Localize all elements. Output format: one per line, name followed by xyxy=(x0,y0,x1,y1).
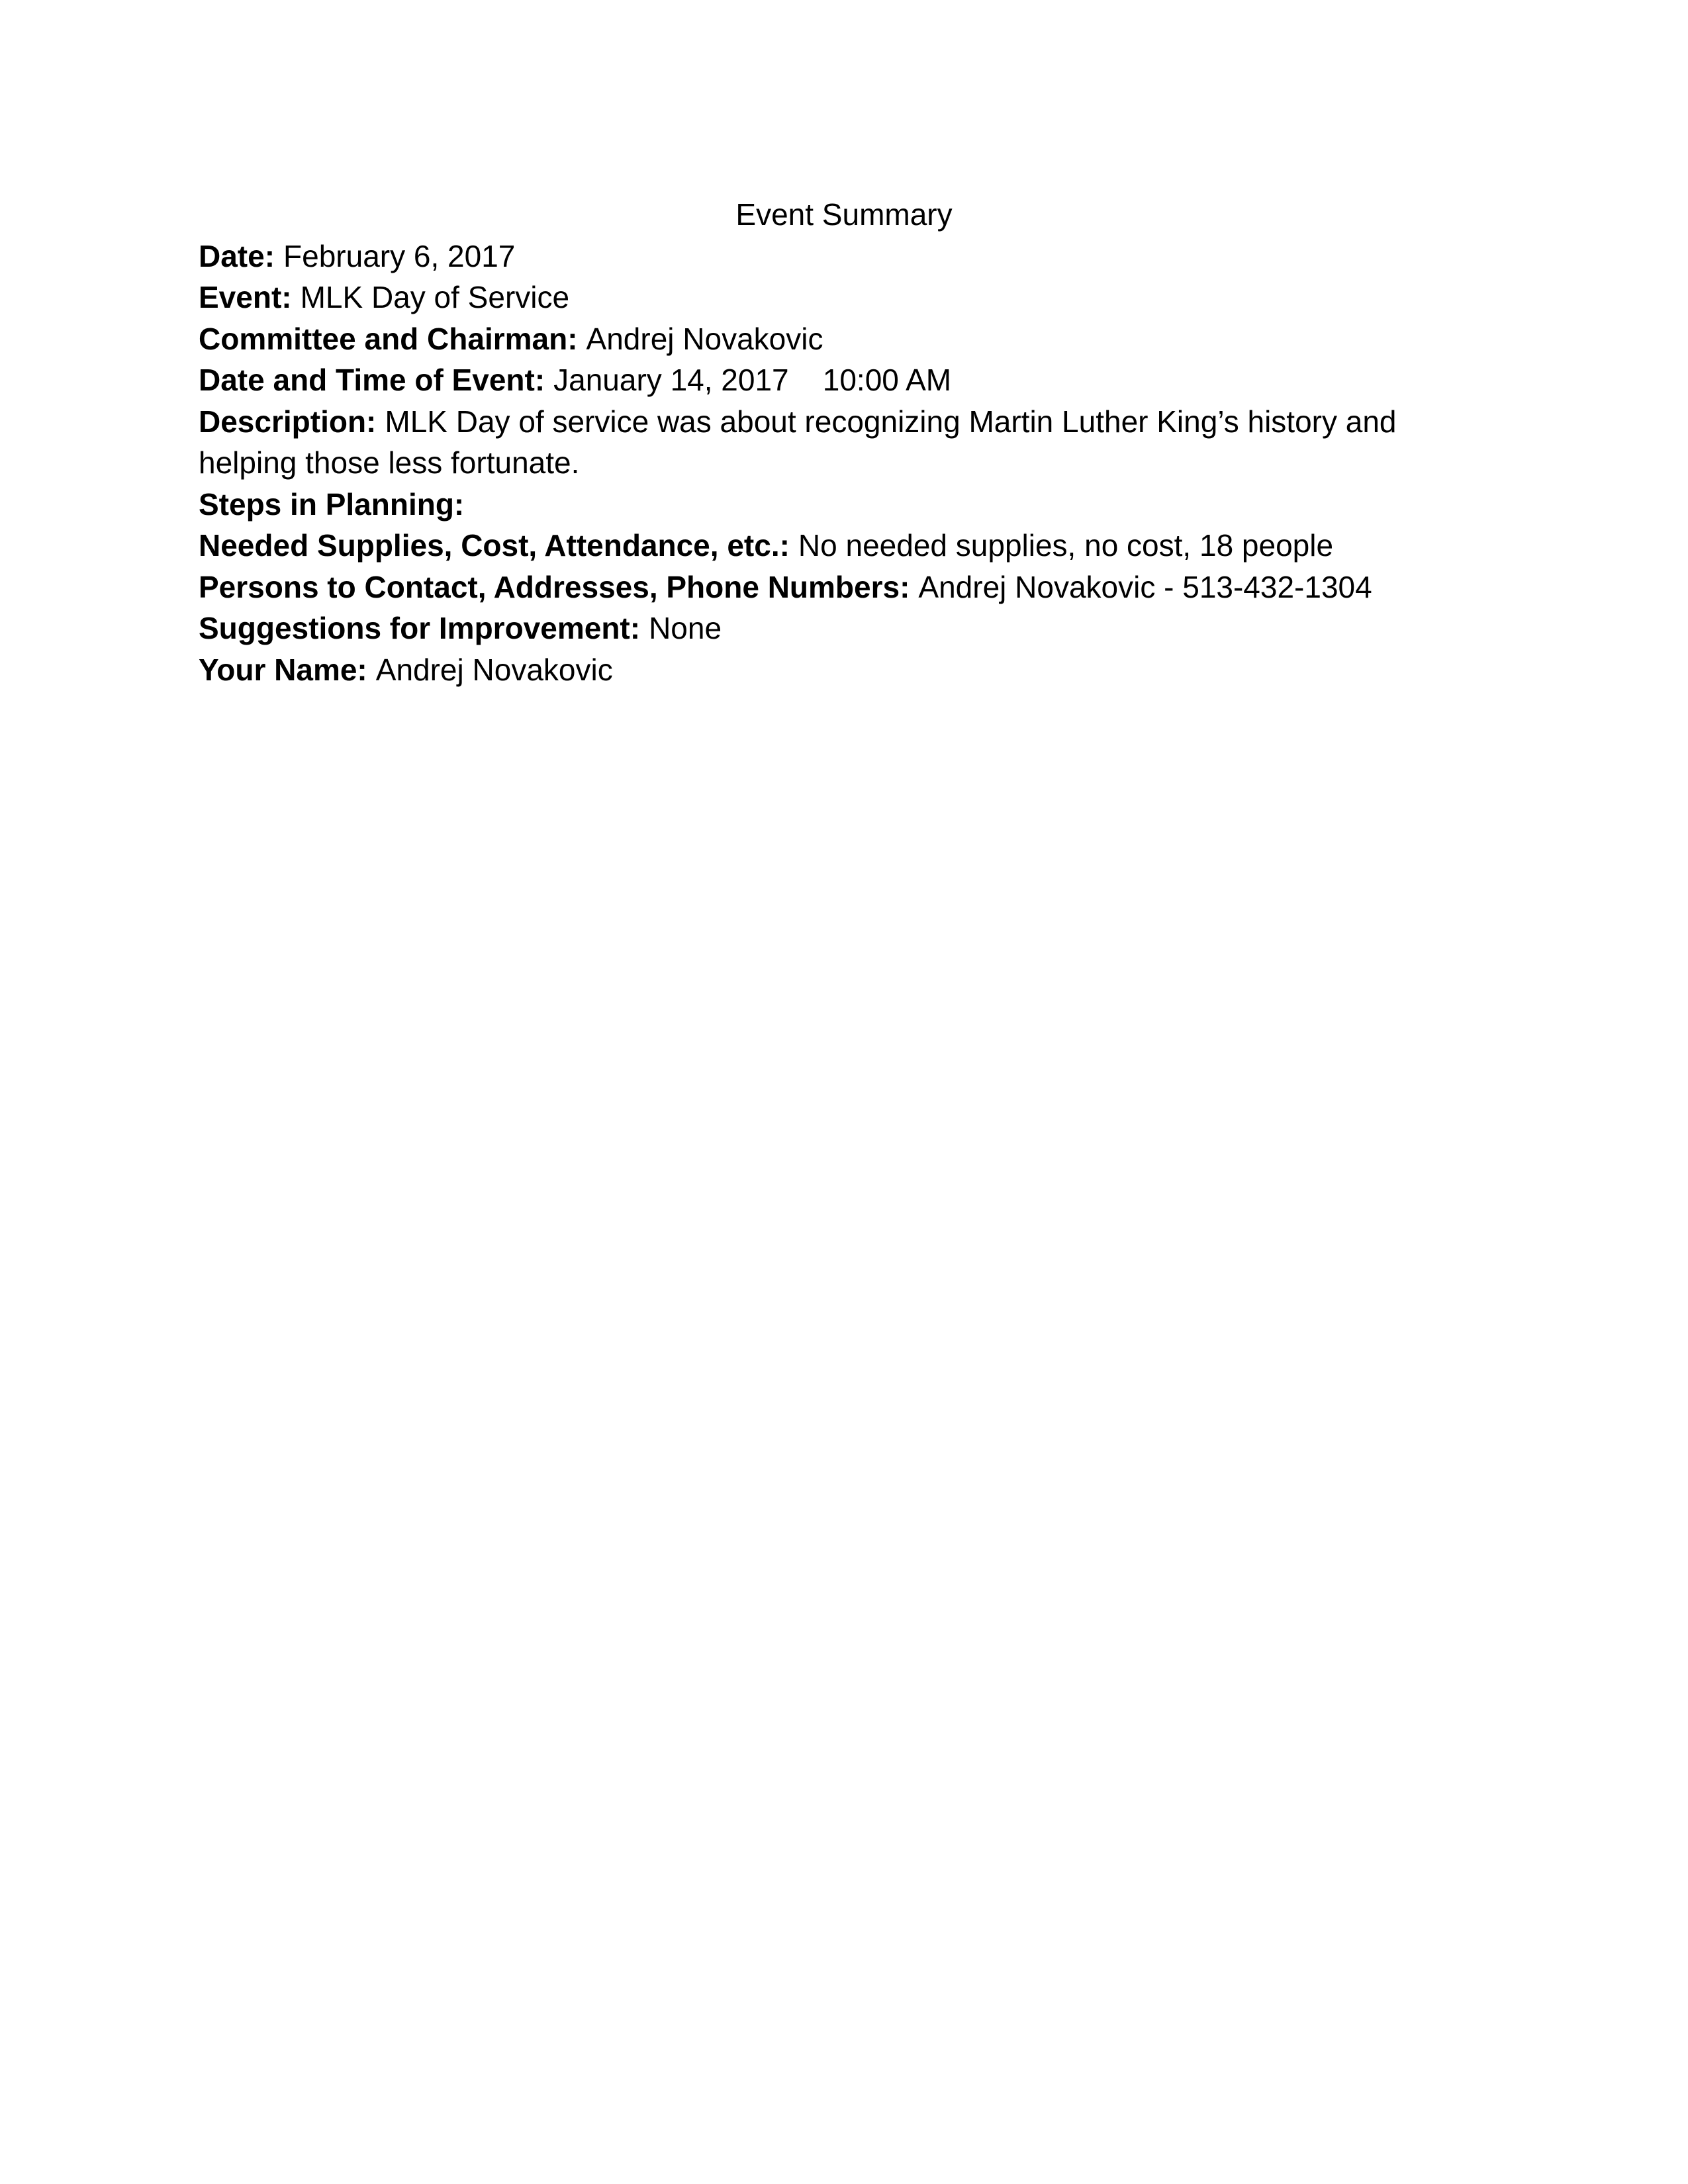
document-content xyxy=(199,194,1489,690)
field-value: None xyxy=(649,611,722,645)
field-row-persons-to-contact xyxy=(199,567,1489,608)
field-row-description xyxy=(199,401,1489,484)
field-label: Your Name: xyxy=(199,652,367,687)
field-value xyxy=(464,487,473,522)
field-row-event xyxy=(199,277,1489,318)
field-row-date xyxy=(199,236,1489,277)
field-value: February 6, 2017 xyxy=(283,238,516,273)
field-value: MLK Day of Service xyxy=(300,280,570,314)
field-value: January 14, 2017 10:00 AM xyxy=(553,363,952,397)
field-label: Description: xyxy=(199,404,377,439)
field-row-steps-in-planning xyxy=(199,484,1489,525)
field-value: Andrej Novakovic xyxy=(375,652,613,687)
field-label: Steps in Planning: xyxy=(199,486,465,522)
field-value: MLK Day of service was about recognizing Martin Luther King’s history and helping those less fortunate. xyxy=(199,404,1405,480)
field-label: Committee and Chairman: xyxy=(199,321,578,356)
field-label: Persons to Contact, Addresses, Phone Numbers: xyxy=(199,569,910,604)
field-value: Andrej Novakovic xyxy=(586,321,823,356)
document-title: Event Summary xyxy=(735,197,953,232)
field-label: Suggestions for Improvement: xyxy=(199,611,641,645)
field-label: Event: xyxy=(199,280,292,314)
field-value: Andrej Novakovic - 513-432-1304 xyxy=(918,569,1372,604)
field-row-your-name xyxy=(199,649,1489,691)
field-row-committee-and-chairman xyxy=(199,318,1489,360)
field-label: Needed Supplies, Cost, Attendance, etc.: xyxy=(199,528,790,563)
field-row-suggestions-for-improvement xyxy=(199,608,1489,649)
field-label: Date and Time of Event: xyxy=(199,363,545,397)
field-label: Date: xyxy=(199,238,275,273)
field-value: No needed supplies, no cost, 18 people xyxy=(798,528,1334,563)
field-row-needed-supplies xyxy=(199,525,1489,567)
field-row-date-and-time-of-event xyxy=(199,359,1489,401)
